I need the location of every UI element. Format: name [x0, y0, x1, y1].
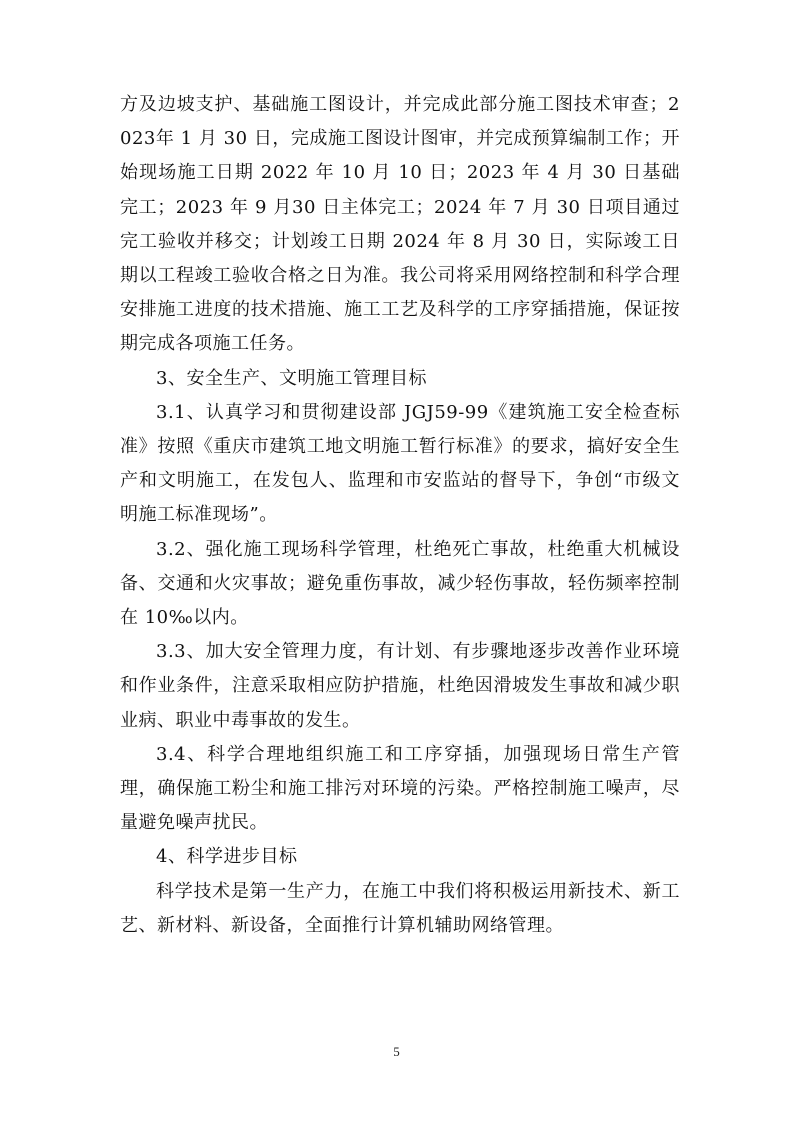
paragraph-schedule-continuation: 方及边坡支护、基础施工图设计，并完成此部分施工图技术审查；2023年 1 月 30 日，完成施工图设计图审，并完成预算编制工作；开始现场施工日期 2022 年 10 月 10 日；2023 年 4 月 30 日基础完工；2023 年 9 月30 日主体完工；2024 年 7 月 30 日项目通过完工验收并移交；计划竣工日期 2024 年 8 月 30 日，实际竣工日期以工程竣工验收合格之日为准。我公司将采用网络控制和科学合理安排施工进度的技术措施、施工工艺及科学的工序穿插措施，保证按期完成各项施工任务。: [120, 94, 680, 355]
paragraph-tech-progress: 科学技术是第一生产力，在施工中我们将积极运用新技术、新工艺、新材料、新设备，全面推行计算机辅助网络管理。: [120, 880, 680, 936]
paragraph-item-3-4: 3.4、科学合理地组织施工和工序穿插，加强现场日常生产管理，确保施工粉尘和施工排污对环境的污染。严格控制施工噪声，尽量避免噪声扰民。: [120, 743, 680, 834]
paragraph-item-3-1: 3.1、认真学习和贯彻建设部 JGJ59-99《建筑施工安全检查标准》按照《重庆市建筑工地文明施工暂行标准》的要求，搞好安全生产和文明施工，在发包人、监理和市安监站的督导下，争创“市级文明施工标准现场”。: [120, 401, 680, 526]
document-body: [120, 88, 680, 943]
page-number: 5: [393, 1044, 400, 1059]
paragraph-item-3-2: 3.2、强化施工现场科学管理，杜绝死亡事故，杜绝重大机械设备、交通和火灾事故；避免重伤事故，减少轻伤事故，轻伤频率控制在 10‰以内。: [120, 538, 680, 629]
paragraph-item-3-3: 3.3、加大安全管理力度，有计划、有步骤地逐步改善作业环境和作业条件，注意采取相应防护措施，杜绝因滑坡发生事故和减少职业病、职业中毒事故的发生。: [120, 641, 680, 731]
section-heading-tech-progress: 4、科学进步目标: [156, 846, 298, 868]
section-heading-safety-goals: 3、安全生产、文明施工管理目标: [156, 367, 427, 389]
